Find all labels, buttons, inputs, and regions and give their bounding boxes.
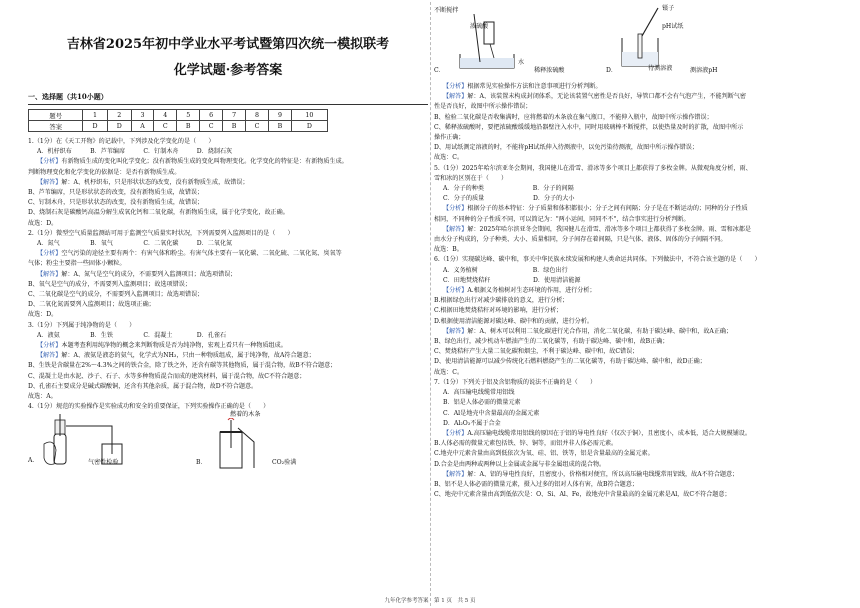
answer-table-answer-cell: C xyxy=(200,121,223,132)
right-column xyxy=(434,0,834,596)
right-answer-text xyxy=(434,82,834,500)
document-subtitle: 化学试题·参考答案 xyxy=(173,63,283,78)
answer-text-line: 【解答】解：A、树木可以利用二氧化碳进行光合作用，消化二氧化碳，有助于碳达峰、碳中和，故A正确； xyxy=(443,327,733,335)
option-c-top-label: 不断搅拌 xyxy=(434,7,459,14)
section-tag: 【解答】 xyxy=(443,93,468,101)
answer-table-row-label: 题号 xyxy=(29,110,83,121)
answer-text-line: 【分析】有新物质生成的变化叫化学变化；没有新物质生成的变化叫物理变化。化学变化的特征是：有新物质生成。 xyxy=(37,158,348,166)
answer-text-line: C、二氧化碳是空气的成分，不需要列入监测项目；故选项错误； xyxy=(28,291,204,299)
answer-text-line: 【解答】解：A、液氨是液态的氨气，化学式为NH₃，只由一种物质组成，属于纯净物，故A符合题意； xyxy=(37,352,315,360)
section-tag: 【解答】 xyxy=(443,225,468,233)
answer-text-line: A．高压输电线缆常用铝线 xyxy=(443,389,515,397)
answer-text-line: C．Al是地壳中含量最高的金属元素 xyxy=(443,409,540,417)
answer-table-answer-cell: B xyxy=(223,121,246,132)
option-c-water-label: 水 xyxy=(518,59,525,66)
option-d-paper-label: pH试纸 xyxy=(662,23,684,30)
option-a-caption: 气密性检验 xyxy=(88,459,119,467)
answer-text-line: 【解答】解：A、机杼织布，只是形状状态的改变，没有新物质生成，故错误； xyxy=(37,178,249,186)
answer-text-line: B、检验二氧化碳是否收集满时，应将燃着的木条放在集气瓶口，不能伸入瓶中，故图中所示操作错误； xyxy=(434,113,713,121)
answer-table-answer-cell: D xyxy=(107,121,131,132)
answer-text-line: 由水分子构成的，分子种类、大小、质量相同，分子间存在着间隔，只是气体、液体、固体的分子间隔不同。 xyxy=(434,236,727,244)
option-c-label: C． xyxy=(434,67,445,74)
answer-table-number-cell: 9 xyxy=(269,110,292,121)
answer-text-line: D、孔雀石主要成分是碱式碳酸铜，还含有其他杂质，属于混合物，故D不符合题意。 xyxy=(28,382,258,390)
section-tag: 【分析】 xyxy=(443,429,468,437)
answer-text-line: C.根据田地焚烧秸秆对环境的影响，进行分析； xyxy=(434,307,563,315)
answer-text-line: C、地壳中元素含量由高到低依次是：O、Si、Al、Fe，故地壳中含量最高的金属元素是Al，故C不符合题意； xyxy=(434,491,731,499)
answer-table-number-cell: 2 xyxy=(107,110,131,121)
option-d-label: D． xyxy=(606,67,617,74)
answer-table-number-cell: 3 xyxy=(131,110,153,121)
answer-text-line: D、用试纸测定溶液的时，不能将pH试纸伸入待测液中，以免污染待测液，故图中所示操作错误； xyxy=(434,144,698,152)
answer-text-line: 故选：C。 xyxy=(434,368,464,376)
answer-table xyxy=(28,109,328,132)
answer-text-line: C．分子的质量 D．分子的大小 xyxy=(443,195,575,203)
section-tag: 【解答】 xyxy=(37,178,62,186)
answer-text-line: D.合金是由两种或两种以上金属或金属与非金属组成的混合物。 xyxy=(434,460,606,468)
answer-text-line: 3.（1分）下列属于纯净物的是（ ） xyxy=(28,321,136,329)
answer-text-line: 故选：D。 xyxy=(28,219,58,227)
answer-text-line: 1.（1分）在《天工开物》的记载中，下列涉及化学变化的是（ ） xyxy=(28,138,215,145)
section-heading: 一、选择题（共10小题） xyxy=(28,92,108,101)
answer-text-line: 7.（1分）下列关于铝及含铝物质的说法不正确的是（ ） xyxy=(434,378,597,386)
answer-text-line: 【分析】A.高压输电线缆常用铝线的原因在于铝的导电性良好（仅次于铜），且密度小，成本低，适合大规模铺设。 xyxy=(443,429,751,437)
option-b-caption: CO₂验满 xyxy=(272,459,297,467)
section-tag: 【解答】 xyxy=(443,470,468,478)
answer-text-line: D、烧制石灰是碳酸钙高温分解生成氧化钙和二氧化碳，有新物质生成，属于化学变化，故正确。 xyxy=(28,209,289,217)
answer-table-number-cell: 4 xyxy=(154,110,177,121)
answer-text-line: B.根据绿色出行对减少碳排放的意义，进行分析； xyxy=(434,297,569,305)
answer-text-line: B.人体必需的微量元素包括铁、锌、铜等，而铝并非人体必需元素。 xyxy=(434,440,618,448)
answer-table-number-cell: 8 xyxy=(245,110,268,121)
q4-figures-cd xyxy=(434,0,834,80)
option-d-liquid-label: 待测溶液 xyxy=(648,65,673,72)
answer-text-line: 操作正确； xyxy=(434,134,465,142)
answer-table-answer-cell: B xyxy=(269,121,292,132)
page-footer: 九年化学参考答案 第 1 页 共 5 页 xyxy=(384,598,476,604)
answer-text-line: A．义务植树 B．绿色出行 xyxy=(443,266,568,274)
answer-text-line: 故选：B。 xyxy=(434,246,463,254)
answer-text-line: B、生铁是含碳量在2%～4.3%之间的铁合金，除了铁之外，还含有碳等其他物质，属于混合物，故B不符合题意； xyxy=(28,362,337,370)
answer-text-line: 气体；粉尘主要指一些固体小颗粒。 xyxy=(28,260,126,268)
answer-table-answer-cell: A xyxy=(131,121,153,132)
answer-text-line: C、钉制木舟，只是形状状态的改变，没有新物质生成，故错误； xyxy=(28,199,204,207)
answer-text-line: C.地壳中元素含量由高到低依次为氧、硅、铝、铁等，铝是含量最高的金属元素。 xyxy=(434,450,654,458)
answer-text-line: 性是否良好，故图中所示操作错误； xyxy=(434,103,532,111)
ph-test-apparatus xyxy=(614,6,684,70)
answer-table-number-cell: 6 xyxy=(200,110,223,121)
option-b-top-label: 燃着的木条 xyxy=(230,411,261,419)
answer-text-line: 【解答】解：2025年哈尔滨亚冬会期间，我国健儿在滑雪、滑冰等多个项目上都获得了多枚金牌。雨、雪和冰都是 xyxy=(443,225,752,233)
section-tag: 【分析】 xyxy=(443,83,468,90)
answer-table-number-cell: 1 xyxy=(83,110,107,121)
answer-text-line: C、混凝土是由水泥、沙子、石子、水等多种物质混合而成的建筑材料，属于混合物，故C不符合题意； xyxy=(28,372,306,380)
answer-table-number-cell: 10 xyxy=(291,110,327,121)
answer-text-line: 【分析】空气污染的途径主要有两个：有害气体和粉尘。有害气体主要有一氧化碳、二氧化硫、二氧化氮、臭氧等 xyxy=(37,250,342,258)
co2-collection-apparatus xyxy=(208,418,268,470)
q4-figures xyxy=(28,412,428,474)
document-title: 吉林省2025年初中学业水平考试暨第四次统一模拟联考 xyxy=(66,37,390,52)
answer-text-line: 【分析】本题考查利用纯净物的概念来判断物质是否为纯净物，宏观上看只有一种物质组成。 xyxy=(37,342,287,350)
left-column xyxy=(28,0,428,596)
option-c-acid-label: 浓硫酸 xyxy=(470,23,489,30)
answer-text-line: 5.（1分）2025年哈尔滨亚冬会期间，我国健儿在滑雪、滑冰等多个项目上都获得了多枚金牌。从微观角度分析，雨、 xyxy=(434,164,752,172)
answer-text-line: B、氧气是空气的成分，不需要列入监测项目；故选项错误； xyxy=(28,280,191,288)
section-tag: 【分析】 xyxy=(37,158,62,166)
answer-text-line: C、焚烧秸秆产生大量二氧化碳和烟尘，不利于碳达峰、碳中和，故C错误； xyxy=(434,348,639,356)
answer-table-row-label: 答案 xyxy=(29,121,83,132)
answer-text-line: C．田地焚烧秸秆 D．使用清洁能源 xyxy=(443,276,581,284)
left-answer-text xyxy=(28,137,428,412)
answer-text-line: D、使用清洁能源可以减少传统化石燃料燃烧产生的二氧化碳等，有助于碳达峰、碳中和，故D正确； xyxy=(434,358,706,366)
section-tag: 【分析】 xyxy=(443,287,468,295)
answer-text-line: B．铝是人体必需的微量元素 xyxy=(443,399,521,407)
column-divider xyxy=(430,2,431,606)
answer-text-line: 雪和冰的区别在于（ ） xyxy=(434,174,508,182)
answer-text-line: 【分析】根据常见实验操作方法和注意事项进行分析判断。 xyxy=(443,83,602,90)
dilution-apparatus xyxy=(454,14,544,72)
answer-text-line: A．机杼织布 B．芦苇编席 C．钉制木舟 D．烧制石灰 xyxy=(37,148,233,156)
answer-text-line: 故选：D。 xyxy=(28,311,58,319)
answer-text-line: D．Al₂O₃不属于合金 xyxy=(443,419,501,427)
answer-table-number-cell: 7 xyxy=(223,110,246,121)
answer-text-line: C、稀释浓硫酸时，要把浓硫酸缓缓地沿器壁注入水中，同时用玻璃棒不断搅拌，以使热量及时的扩散，故图中所示 xyxy=(434,123,744,131)
section-divider xyxy=(28,104,428,105)
section-tag: 【解答】 xyxy=(37,270,62,278)
answer-text-line: 【解答】解：A、氮气是空气的成分，不需要列入监测项目；故选项错误； xyxy=(37,270,237,278)
answer-text-line: B、绿色出行，减少机动车燃油产生的二氧化碳等，有助于碳达峰、碳中和，故B正确； xyxy=(434,338,669,346)
section-tag: 【分析】 xyxy=(37,342,62,350)
answer-table-answer-cell: D xyxy=(291,121,327,132)
answer-text-line: 相同，不同种的分子性质不同，可以简记为："两小运间，同同不不"，结合事实进行分析判断。 xyxy=(434,215,690,223)
answer-table-answer-row xyxy=(29,121,328,132)
section-tag: 【分析】 xyxy=(443,205,468,213)
answer-text-line: 【解答】解：A、铝的导电性良好，且密度小，价格相对便宜，所以高压输电线缆常用铝线，故A不符合题意； xyxy=(443,470,739,478)
option-d-tweezers-label: 镊子 xyxy=(662,5,675,12)
option-b-label: B． xyxy=(196,459,207,467)
answer-table-answer-cell: D xyxy=(83,121,107,132)
answer-text-line: D.根据使用清洁能源对碳达峰、碳中和的贡献，进行分析。 xyxy=(434,317,593,325)
section-tag: 【解答】 xyxy=(37,352,62,360)
answer-table-answer-cell: C xyxy=(154,121,177,132)
answer-text-line: 【分析】根据分子的基本特征：分子质量和体积都很小；分子之间有间隔；分子是在不断运动的；同种的分子性质 xyxy=(443,205,748,213)
answer-text-line: 【分析】A.根据义务植树对生态环境的作用，进行分析； xyxy=(443,287,596,295)
answer-text-line: B、芦苇编席，只是形状状态的改变，没有新物质生成，故错误； xyxy=(28,189,204,197)
answer-text-line: 【解答】解：A、该装置未构成封闭体系，无论该装置气密性是否良好，导管口都不会有气泡产生，不能判断气密 xyxy=(443,93,746,101)
section-tag: 【分析】 xyxy=(37,250,62,258)
answer-text-line: 2.（1分）微型空气质量监测站可用于监测空气质量实时状况，下列需要列入监测项目的是（ ） xyxy=(28,229,294,237)
section-tag: 【解答】 xyxy=(443,327,468,335)
answer-text-line: 故选：C。 xyxy=(434,154,464,162)
answer-table-answer-cell: B xyxy=(177,121,200,132)
option-d-caption: 测溶液pH xyxy=(690,67,718,74)
option-a-label: A． xyxy=(28,457,39,465)
answer-text-line: B、铝不是人体必需的微量元素，摄入过多的铝对人体有害，故B符合题意； xyxy=(434,480,638,488)
answer-text-line: A．氮气 B．氧气 C．二氧化碳 D．二氧化氮 xyxy=(37,240,233,248)
answer-table-number-cell: 5 xyxy=(177,110,200,121)
answer-text-line: 判断物理变化和化学变化的依据是：是否有新物质生成。 xyxy=(28,168,181,176)
answer-text-line: 4.（1分）规范的实验操作是实验成功和安全的重要保证，下列实验操作正确的是（ ） xyxy=(28,403,270,411)
answer-table-answer-cell: C xyxy=(245,121,268,132)
answer-text-line: D、二氧化氮需要列入监测项目；故选项正确； xyxy=(28,301,155,309)
answer-text-line: A．液氨 B．生铁 C．混凝土 D．孔雀石 xyxy=(37,331,227,339)
answer-text-line: 6.（1分）实现碳达峰、碳中和，事关中华民族永续发展和构建人类命运共同体。下列做法中，不符合该主题的是（ ） xyxy=(434,256,761,264)
option-c-caption: 稀释浓硫酸 xyxy=(534,67,565,74)
answer-table-number-row xyxy=(29,110,328,121)
answer-text-line: 故选：A。 xyxy=(28,393,57,401)
answer-text-line: A．分子的种类 B．分子的间隔 xyxy=(443,185,574,193)
